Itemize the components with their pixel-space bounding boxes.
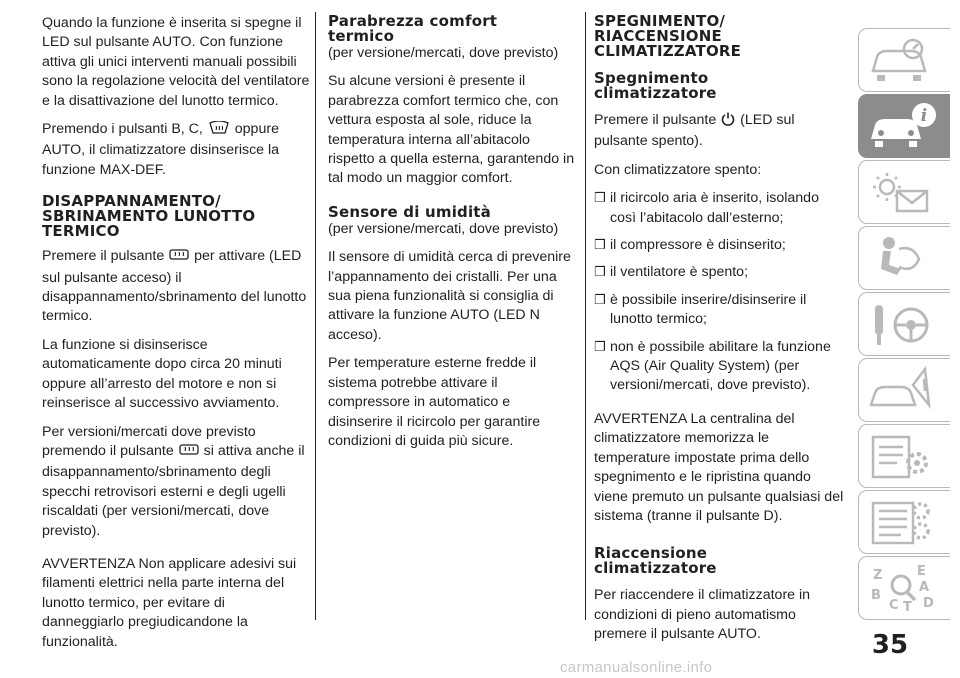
column-right xyxy=(594,14,846,654)
tab-starting-driving[interactable] xyxy=(858,292,950,356)
paragraph: Per riaccendere il climatizzatore in condizioni di pieno automatismo premere il pulsante AUTO. xyxy=(594,587,811,643)
paragraph: Per temperature esterne fredde il sistema potrebbe attivare il compressore in automatico e disinserire il ricircolo per garantire condizioni di guida più sicure. xyxy=(328,355,541,449)
index-letter: D xyxy=(923,596,934,611)
heading-line: Parabrezza comfort xyxy=(328,12,498,30)
paragraph: Con climatizzatore spento: xyxy=(594,161,762,178)
column-left xyxy=(42,14,310,661)
section-heading xyxy=(42,194,310,239)
seat-airbag-icon xyxy=(867,233,937,285)
tab-warning-lights[interactable] xyxy=(858,160,950,224)
text: si attiva anche il disappannamento/sbrinamento degli specchi retrovisori esterni e degli ugelli riscaldati (per versioni/mercati, dove previsto). xyxy=(42,442,305,539)
tab-emergency[interactable] xyxy=(858,358,950,422)
warning-paragraph: AVVERTENZA Non applicare adesivi sui filamenti elettrici nella parte interna del lunotto termico, per evitare di danneggiarlo pregiudicandone la funzionalità. xyxy=(42,555,297,650)
index-letter: B xyxy=(871,588,881,603)
car-breakdown-icon xyxy=(867,365,937,417)
car-gauge-icon xyxy=(867,35,937,87)
text: Premere il pulsante xyxy=(42,248,165,265)
index-letter: E xyxy=(917,564,926,579)
list-item-text: il ricircolo aria è inserito, isolando così l’abitacolo dall’esterno; xyxy=(610,190,819,226)
car-info-icon xyxy=(867,101,937,153)
power-icon xyxy=(721,112,735,132)
index-letter: A xyxy=(919,580,930,595)
text: per attivare (LED sul pulsante acceso) il disappannamento/sbrinamento del lunotto termico. xyxy=(42,248,307,325)
list-item xyxy=(594,291,846,330)
bullet-glyph: ❒ xyxy=(594,339,606,355)
bullet-glyph: ❒ xyxy=(594,191,606,207)
paragraph: Quando la funzione è inserita si spegne il LED sul pulsante AUTO. Con funzione attiva gli unici interventi manuali possibili sono la regolazione velocità del ventilatore e la disattivazione del lunotto termico. xyxy=(42,15,310,109)
index-letter: T xyxy=(903,600,912,615)
column-divider xyxy=(315,12,316,620)
paragraph xyxy=(42,120,310,180)
text: Per versioni/mercati dove previsto premendo il pulsante xyxy=(42,423,256,459)
list-item-text: il compressore è disinserito; xyxy=(610,237,786,254)
text: oppure AUTO, il climatizzatore disinserisce la funzione MAX-DEF. xyxy=(42,121,280,178)
tab-safety[interactable] xyxy=(858,226,950,290)
technical-data-icon xyxy=(867,497,937,549)
list-item xyxy=(594,236,846,255)
maintenance-gear-icon xyxy=(867,431,937,483)
svg-text:i: i xyxy=(920,106,928,126)
text: Premere il pulsante xyxy=(594,112,717,128)
list-item-text: il ventilatore è spento; xyxy=(610,264,749,281)
index-letter: C xyxy=(889,598,899,613)
list-item xyxy=(594,263,846,282)
page-number: 35 xyxy=(871,630,909,660)
list-item xyxy=(594,189,846,228)
subsection-heading xyxy=(594,546,846,576)
section-heading xyxy=(328,14,578,44)
heading-line: climatizzatore xyxy=(594,559,717,578)
tab-index[interactable] xyxy=(858,556,950,620)
heading-line: SPEGNIMENTO/ xyxy=(594,12,726,30)
bullet-list xyxy=(594,189,846,396)
tab-technical-data[interactable] xyxy=(858,490,950,554)
tab-car-info[interactable] xyxy=(858,94,950,158)
heading-line: DISAPPANNAMENTO/ xyxy=(42,192,221,211)
heading-line: TERMICO xyxy=(42,222,120,241)
bullet-glyph: ❒ xyxy=(594,238,606,254)
bullet-glyph: ❒ xyxy=(594,292,606,308)
paragraph xyxy=(42,423,310,541)
list-item-text: non è possibile abilitare la funzione AQS (Air Quality System) (per versioni/mercati, dove previsto). xyxy=(610,338,831,394)
index-letter: Z xyxy=(873,568,883,583)
column-middle xyxy=(328,14,578,460)
heading-line: climatizzatore xyxy=(594,84,717,102)
rear-defrost-icon xyxy=(169,248,189,268)
tab-dashboard[interactable] xyxy=(858,28,950,92)
warning-lights-icon xyxy=(867,167,937,219)
list-item-text: è possibile inserire/disinserire il lunotto termico; xyxy=(610,291,807,328)
heading-line: SBRINAMENTO LUNOTTO xyxy=(42,207,256,226)
alphabetical-index-icon xyxy=(867,563,937,615)
bullet-glyph: ❒ xyxy=(594,265,606,281)
windshield-defrost-icon xyxy=(208,121,230,141)
heading-line: Spegnimento xyxy=(594,69,709,87)
tab-maintenance[interactable] xyxy=(858,424,950,488)
warning-paragraph: AVVERTENZA La centralina del climatizzatore memorizza le temperature impostate prima dello spegnimento e le ripristina quando viene premuto un pulsante qualsiasi del sistema (tranne il pulsante D). xyxy=(594,410,844,524)
paragraph: La funzione si disinserisce automaticamente dopo circa 20 minuti oppure all’arresto del motore e non si reinserisce al successivo avviamento. xyxy=(42,336,282,412)
paragraph: Su alcune versioni è presente il parabrezza comfort termico che, con vettura esposta al sole, riduce la temperatura interna all’abitacolo rispetto a quella esterna, garantendo in tal modo un maggior comfort. xyxy=(328,73,575,187)
heading-line: Riaccensione xyxy=(594,544,708,563)
watermark: carmanualsonline.info xyxy=(560,659,713,676)
heading-note: (per versione/mercati, dove previsto) xyxy=(328,45,559,61)
column-divider xyxy=(585,12,586,620)
subsection-heading xyxy=(594,71,846,101)
heading-line: RIACCENSIONE xyxy=(594,27,722,45)
rear-defrost-icon xyxy=(179,443,199,463)
section-heading: Sensore di umidità xyxy=(328,202,492,221)
paragraph: Il sensore di umidità cerca di prevenire l’appannamento dei cristalli. Per una sua piena funzionalità si consiglia di attivare la funzione AUTO (LED N acceso). xyxy=(328,249,571,343)
heading-note: (per versione/mercati, dove previsto) xyxy=(328,220,559,237)
text: (LED sul pulsante spento). xyxy=(594,112,795,150)
heading-line: termico xyxy=(328,27,395,45)
text: Premendo i pulsanti B, C, xyxy=(42,121,203,138)
heading-line: CLIMATIZZATORE xyxy=(594,42,742,60)
paragraph xyxy=(42,247,310,327)
section-heading xyxy=(594,14,846,59)
paragraph xyxy=(594,111,846,152)
list-item xyxy=(594,338,846,396)
key-steering-wheel-icon xyxy=(867,299,937,351)
